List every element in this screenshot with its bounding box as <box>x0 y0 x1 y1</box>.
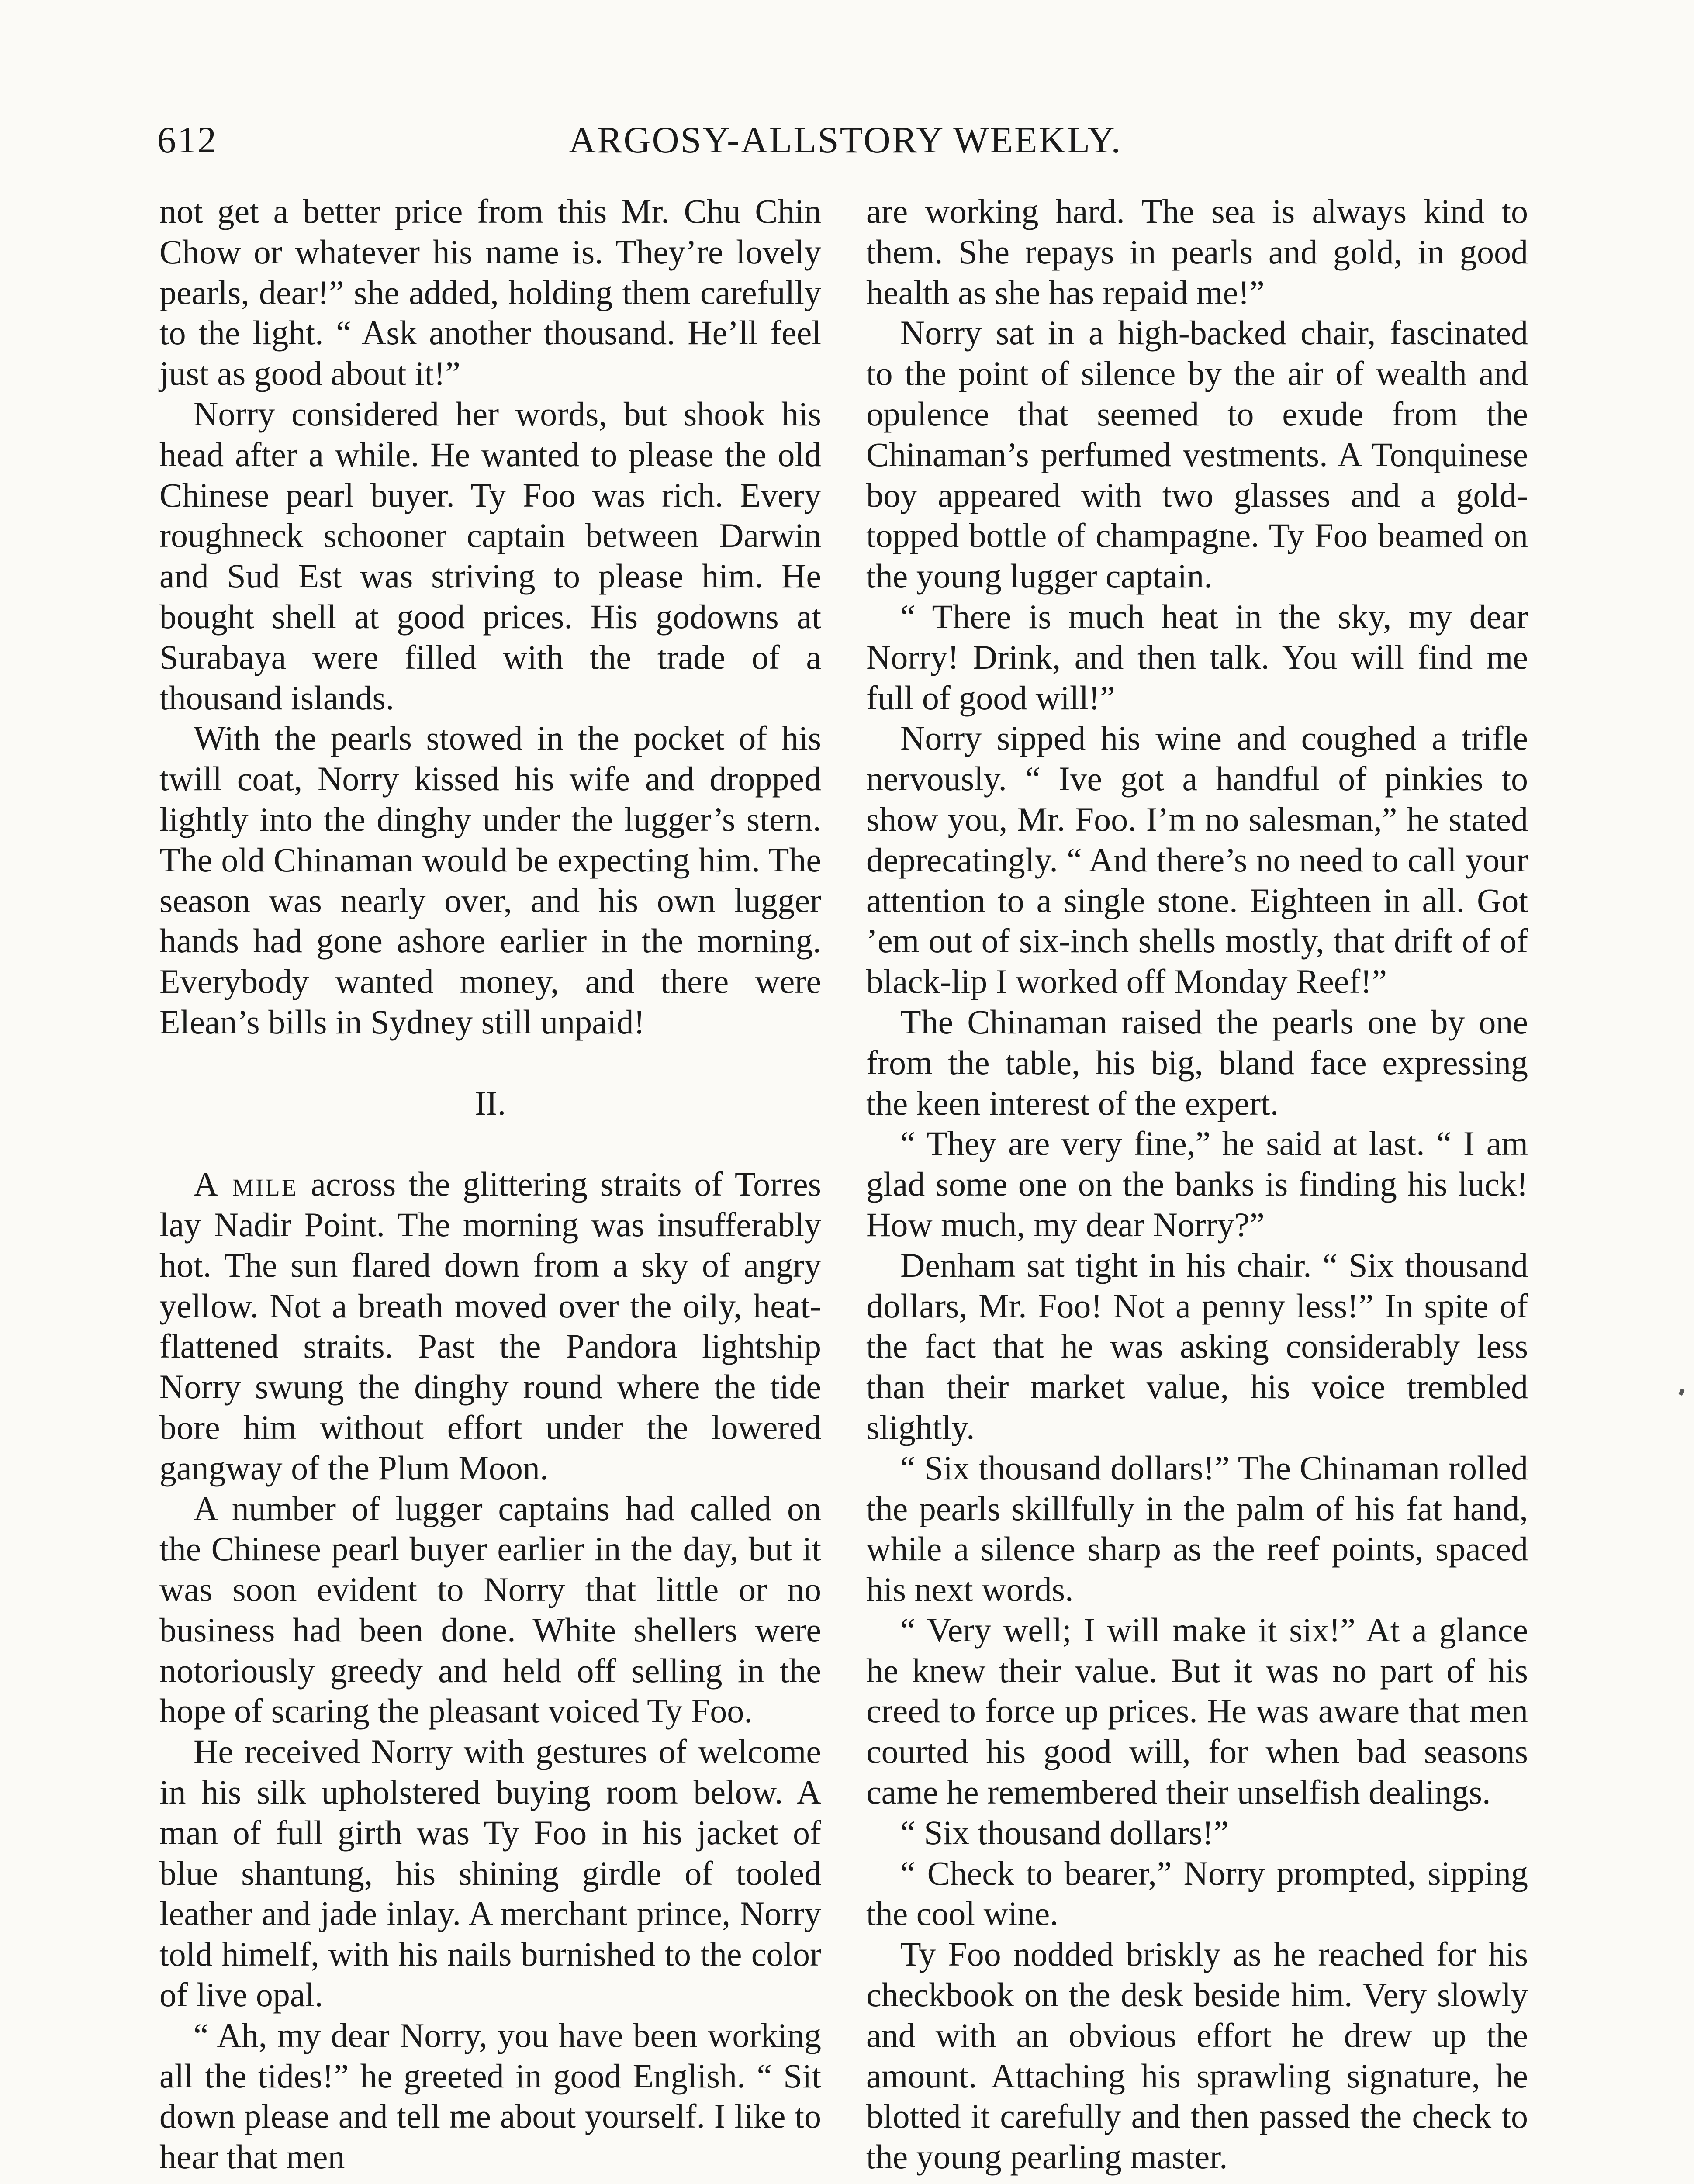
paragraph: With the pearls stowed in the pocket of his twill coat, Norry kissed his wife and dropped lightly into the dinghy under the lugger’s stern. The old Chinaman would be expecting him. The season was nearly over, and his own lugger hands had gone ashore earlier in the morning. Everybody wanted money, and there were Elean’s bills in Sydney still unpaid! <box>159 719 821 1041</box>
paragraph: “ Six thousand dollars!” <box>900 1813 1229 1852</box>
paragraph-lead-in: A mile <box>194 1165 298 1203</box>
paragraph: “ Very well; I will make it six!” At a glance he knew their value. But it was no part of his creed to force up prices. He was aware that men courted his good will, for when bad seasons came he remembered their unselfish dealings. <box>866 1610 1528 1811</box>
paragraph: “ They are very fine,” he said at last. “ I am glad some one on the banks is finding his luck! How much, my dear Norry?” <box>866 1124 1528 1244</box>
paragraph: The Chinaman raised the pearls one by one from the table, his big, bland face expressing the keen interest of the expert. <box>866 1002 1528 1122</box>
section-heading: II. <box>474 1084 506 1122</box>
running-title: ARGOSY-ALLSTORY WEEKLY. <box>568 119 1122 161</box>
paragraph: He received Norry with gestures of welcome in his silk upholstered buying room below. A man of full girth was Ty Foo in his jacket of blue shantung, his shining girdle of tooled leather and jade inlay. A merchant prince, Norry told himelf, with his nails burnished to the color of live opal. <box>159 1732 821 2014</box>
page-number: 612 <box>157 119 218 161</box>
left-column <box>159 191 821 2177</box>
paragraph <box>159 1164 821 1488</box>
scan-speck <box>1678 1389 1684 1396</box>
paragraph: are working hard. The sea is always kind to them. She repays in pearls and gold, in good health as she has repaid me!” <box>866 192 1528 311</box>
paragraph: “ Ah, my dear Norry, you have been working all the tides!” he greeted in good English. “ Sit down please and tell me about yourself. I like to hear that men <box>159 2016 821 2176</box>
page-header <box>157 118 1533 183</box>
paragraph: Norry sipped his wine and coughed a trifle nervously. “ Ive got a handful of pinkies to show you, Mr. Foo. I’m no salesman,” he stated deprecatingly. “ And there’s no need to call your attention to a single stone. Eighteen in all. Got ’em out of six-inch shells mostly, that drift of of black-lip I worked off Monday Reef!” <box>866 719 1528 1001</box>
paragraph: Denham sat tight in his chair. “ Six thousand dollars, Mr. Foo! Not a penny less!” In spite of the fact that he was asking considerably less than their market value, his voice trembled slightly. <box>866 1246 1528 1446</box>
paragraph: “ Six thousand dollars!” The Chinaman rolled the pearls skillfully in the palm of his fat hand, while a silence sharp as the reef points, spaced his next words. <box>866 1448 1528 1609</box>
paragraph: Norry sat in a high-backed chair, fascinated to the point of silence by the air of wealth and opulence that seemed to exude from the Chinaman’s perfumed vestments. A Tonquinese boy appeared with two glasses and a gold-topped bottle of champagne. Ty Foo beamed on the young lugger captain. <box>866 314 1528 595</box>
paragraph: not get a better price from this Mr. Chu Chin Chow or whatever his name is. They’re lovely pearls, dear!” she added, holding them carefully to the light. “ Ask another thousand. He’ll feel just as good about it!” <box>159 192 821 393</box>
paragraph: “ There is much heat in the sky, my dear Norry! Drink, and then talk. You will find me full of good will!” <box>866 597 1528 717</box>
paragraph: Ty Foo nodded briskly as he reached for his checkbook on the desk beside him. Very slowly and with an obvious effort he drew up the amount. Attaching his sprawling signature, he blotted it carefully and then passed the check to the young pearling master. <box>866 1935 1528 2176</box>
paragraph: Norry considered her words, but shook his head after a while. He wanted to please the old Chinese pearl buyer. Ty Foo was rich. Every roughneck schooner captain between Darwin and Sud Est was striving to please him. He bought shell at good prices. His godowns at Surabaya were filled with the trade of a thousand islands. <box>159 394 821 717</box>
paragraph: “ Check to bearer,” Norry prompted, sipping the cool wine. <box>866 1854 1528 1933</box>
paragraph-text: across the glittering straits of Torres lay Nadir Point. The morning was insufferably hot. The sun flared down from a sky of angry yellow. Not a breath moved over the oily, heat-flattened straits. Past the Pandora lightship Norry swung the dinghy round where the tide bore him without effort under the lowered gangway of the Plum Moon. <box>159 1165 822 1487</box>
paragraph: A number of lugger captains had called on the Chinese pearl buyer earlier in the day, but it was soon evident to Norry that little or no business had been done. White shellers were notoriously greedy and held off selling in the hope of scaring the pleasant voiced Ty Foo. <box>159 1489 821 1730</box>
right-column <box>866 191 1528 2177</box>
